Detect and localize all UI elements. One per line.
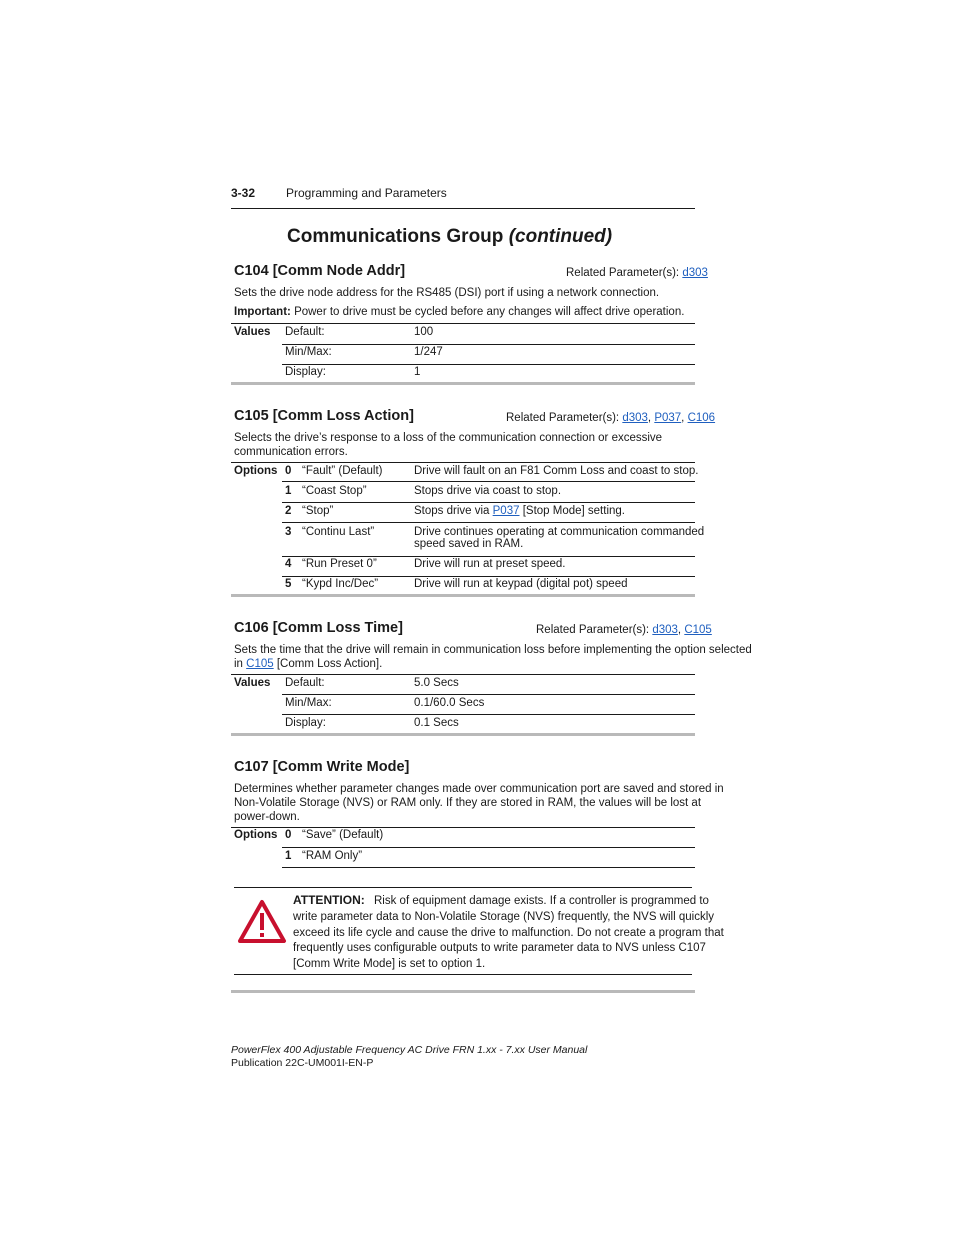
table-rule: [282, 867, 695, 868]
section-divider: [231, 990, 695, 993]
table-rule: [282, 847, 695, 848]
table-rule: [231, 462, 695, 463]
option-desc-text: Stops drive via: [414, 505, 490, 517]
attention-text-line: exceed its life cycle and cause the drive to malfunction. Do not create a program that: [293, 927, 724, 939]
attention-text-line: [Comm Write Mode] is set to option 1.: [293, 958, 486, 970]
c104-minmax-label: Min/Max:: [285, 346, 332, 358]
footer-publication: Publication 22C-UM001I-EN-P: [231, 1057, 374, 1069]
c106-desc-text: [Comm Loss Action].: [276, 658, 383, 670]
link-c106[interactable]: C106: [687, 412, 716, 424]
c104-important-note: [234, 305, 684, 319]
header-rule: [231, 208, 695, 209]
table-rule: [282, 522, 695, 523]
option-name: “Fault” (Default): [302, 465, 383, 477]
link-p037[interactable]: P037: [492, 505, 520, 517]
option-number: 1: [285, 485, 292, 497]
section-divider: [231, 382, 695, 385]
table-rule: [282, 344, 695, 345]
table-rule: [282, 694, 695, 695]
option-name: “Save” (Default): [302, 829, 384, 841]
option-description: Drive will run at preset speed.: [414, 558, 566, 570]
c106-description-line: Sets the time that the drive will remain in communication loss before implementing the option selected: [234, 644, 752, 656]
attention-text-line: Risk of equipment damage exists. If a controller is programmed to: [374, 895, 709, 907]
section-divider: [231, 733, 695, 736]
option-number: 0: [285, 465, 292, 477]
c106-display-value: 0.1 Secs: [414, 717, 459, 729]
table-rule: [231, 323, 695, 324]
table-rule: [231, 674, 695, 675]
table-rule: [282, 502, 695, 503]
option-number: 4: [285, 558, 292, 570]
related-label: Related Parameter(s):: [506, 412, 620, 424]
page-title: [287, 226, 612, 248]
attention-bottom-rule: [234, 974, 692, 975]
c107-description-line: Determines whether parameter changes made over communication port are saved and stored in: [234, 783, 724, 795]
link-p037[interactable]: P037: [654, 412, 682, 424]
attention-text-line: write parameter data to Non-Volatile Storage (NVS) frequently, the NVS will quickly: [293, 911, 715, 923]
link-c105[interactable]: C105: [246, 658, 274, 670]
c106-values-label: Values: [234, 677, 271, 689]
c106-default-value: 5.0 Secs: [414, 677, 459, 689]
c106-heading: C106 [Comm Loss Time]: [234, 620, 403, 636]
link-c105[interactable]: C105: [684, 624, 712, 636]
attention-text-line: frequently uses configurable outputs to write parameter data to NVS unless C107: [293, 942, 706, 954]
c104-values-label: Values: [234, 326, 271, 338]
option-number: 0: [285, 829, 292, 841]
c107-heading: C107 [Comm Write Mode]: [234, 759, 410, 775]
related-label: Related Parameter(s):: [566, 267, 680, 279]
page-title-main: Communications Group: [287, 226, 504, 247]
option-name: “Run Preset 0”: [302, 558, 377, 570]
c106-minmax-label: Min/Max:: [285, 697, 332, 709]
c105-heading: C105 [Comm Loss Action]: [234, 408, 414, 424]
c104-default-value: 100: [414, 326, 434, 338]
option-description: Drive will run at keypad (digital pot) speed: [414, 578, 628, 590]
option-name: “Continu Last”: [302, 526, 375, 538]
related-label: Related Parameter(s):: [536, 624, 650, 636]
option-number: 2: [285, 505, 292, 517]
option-description: [414, 504, 625, 518]
c106-minmax-value: 0.1/60.0 Secs: [414, 697, 485, 709]
c104-description: Sets the drive node address for the RS485 (DSI) port if using a network connection.: [234, 287, 660, 299]
table-rule: [282, 364, 695, 365]
option-name: “Kypd Inc/Dec”: [302, 578, 379, 590]
option-description-line: speed saved in RAM.: [414, 538, 524, 550]
option-description: Stops drive via coast to stop.: [414, 485, 562, 497]
c104-display-label: Display:: [285, 366, 326, 378]
c107-description-line: Non-Volatile Storage (NVS) or RAM only. If they are stored in RAM, the values will be lost at: [234, 797, 702, 809]
page-number: 3-32: [231, 186, 256, 200]
c104-related: [566, 266, 708, 280]
option-name: “Coast Stop”: [302, 485, 367, 497]
important-text: Power to drive must be cycled before any changes will affect drive operation.: [294, 306, 685, 318]
c104-minmax-value: 1/247: [414, 346, 443, 358]
option-number: 3: [285, 526, 292, 538]
c106-default-label: Default:: [285, 677, 325, 689]
c105-options-label: Options: [234, 465, 278, 477]
c104-default-label: Default:: [285, 326, 325, 338]
option-desc-text: [Stop Mode] setting.: [522, 505, 625, 517]
attention-top-rule: [234, 887, 692, 888]
table-rule: [282, 481, 695, 482]
option-number: 1: [285, 850, 292, 862]
link-d303[interactable]: d303: [682, 267, 708, 279]
c105-description: Selects the drive’s response to a loss of the communication connection or excessive communication errors.: [234, 432, 663, 458]
warning-triangle-icon: [237, 899, 287, 944]
footer-manual-title: PowerFlex 400 Adjustable Frequency AC Drive FRN 1.xx - 7.xx User Manual: [231, 1044, 588, 1056]
important-label: Important:: [234, 306, 291, 318]
running-header: Programming and Parameters: [286, 186, 447, 200]
section-divider: [231, 594, 695, 597]
option-number: 5: [285, 578, 292, 590]
c105-related: Related Parameter(s): d303, P037, C106: [506, 412, 716, 424]
option-name: “Stop”: [302, 505, 334, 517]
link-d303[interactable]: d303: [652, 624, 678, 636]
option-description-line: Drive continues operating at communication commanded: [414, 526, 705, 538]
table-rule: [231, 827, 695, 828]
attention-label: ATTENTION:: [293, 893, 365, 907]
c106-display-label: Display:: [285, 717, 326, 729]
option-name: “RAM Only”: [302, 850, 363, 862]
c106-desc-text: in: [234, 658, 243, 670]
c106-related: Related Parameter(s): d303, C105: [536, 624, 712, 636]
c104-heading: C104 [Comm Node Addr]: [234, 263, 406, 279]
c104-display-value: 1: [414, 366, 421, 378]
c107-description-line: power-down.: [234, 811, 300, 823]
option-description: Drive will fault on an F81 Comm Loss and coast to stop.: [414, 465, 699, 477]
c107-options-label: Options: [234, 829, 278, 841]
c106-description-line: [234, 657, 382, 671]
link-d303[interactable]: d303: [622, 412, 648, 424]
table-rule: [282, 714, 695, 715]
page-title-suffix: (continued): [508, 226, 613, 247]
